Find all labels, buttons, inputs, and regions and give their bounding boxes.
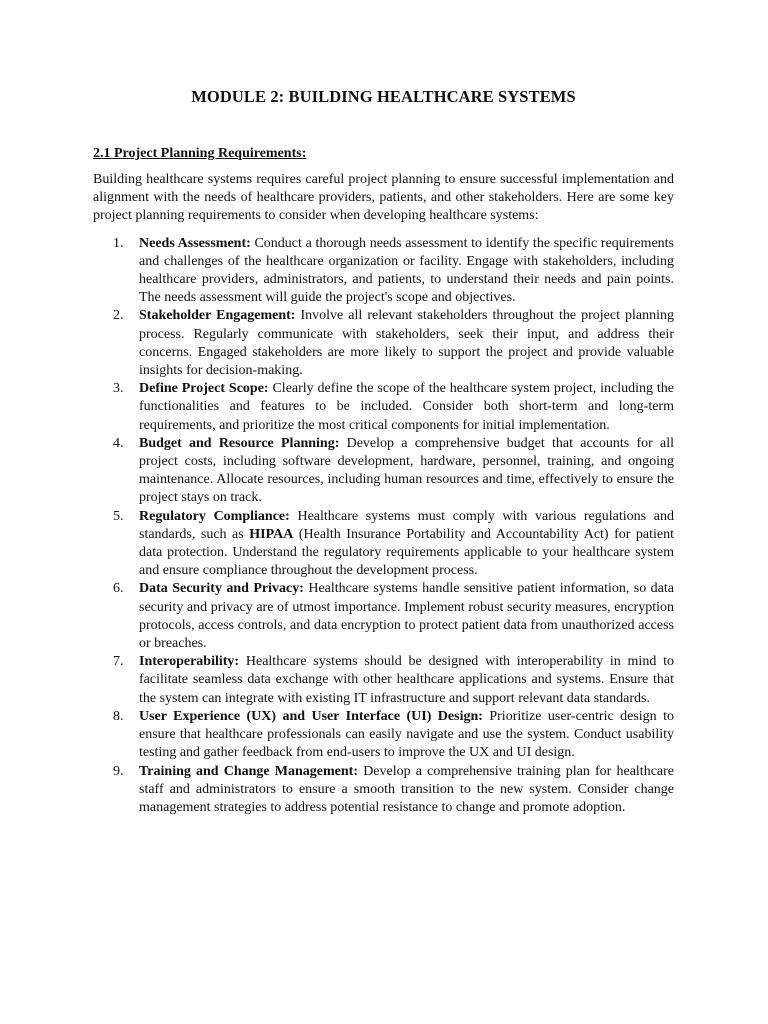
list-item-number: 6. — [113, 581, 124, 597]
intro-paragraph: Building healthcare systems requires careful project planning to ensure successful implementation and alignment with the needs of healthcare providers, patients, and other stakeholders. Here are some key project planning requirements to consider when developing healthcare systems: — [93, 172, 674, 224]
list-item-number: 1. — [113, 235, 124, 251]
hipaa-abbreviation: HIPAA — [249, 526, 294, 542]
list-item-number: 2. — [113, 308, 124, 324]
list-item-regulatory-compliance — [93, 508, 674, 581]
list-item-text-after: (Health Insurance Portability and Accountability Act) for patient data protection. Understand the regulatory requirements applicable to your healthcare system and ensure compliance throughout the development process. — [139, 526, 675, 579]
list-item-number: 5. — [113, 508, 124, 524]
list-item-training-change-management — [93, 763, 674, 818]
list-item-text: Healthcare systems handle sensitive patient information, so data security and privacy are of utmost importance. Implement robust security measures, encryption protocols, access controls, and data encryption to protect patient data from unauthorized access or breaches. — [139, 581, 674, 652]
list-item-define-project-scope — [93, 380, 674, 435]
module-title: MODULE 2: BUILDING HEALTHCARE SYSTEMS — [191, 87, 576, 106]
list-item-text: Conduct a thorough needs assessment to identify the specific requirements and challenges of the healthcare organization or facility. Engage with stakeholders, including healthcare providers, administrators, and patients, to understand their needs and pain points. The needs assessment will guide the project's scope and objectives. — [139, 235, 675, 306]
list-item-number: 9. — [113, 763, 124, 779]
list-item-number: 3. — [113, 381, 124, 397]
list-item-text: Healthcare systems should be designed with interoperability in mind to facilitate seamless data exchange with other healthcare applications and systems. Ensure that the system can integrate with existing IT infrastructure and support relevant data standards. — [139, 654, 675, 706]
list-item-interoperability — [93, 653, 674, 708]
list-item-ux-ui-design — [93, 708, 674, 763]
list-item-number: 4. — [113, 435, 124, 451]
list-item-needs-assessment — [93, 235, 674, 308]
list-item-term: User Experience (UX) and User Interface (UI) Design: — [139, 708, 483, 724]
list-item-text: Prioritize user-centric design to ensure that healthcare professionals can easily navigate and use the system. Conduct usability testing and gather feedback from end-users to improve the UX and UI design. — [139, 708, 674, 761]
section-heading: 2.1 Project Planning Requirements: — [93, 146, 307, 161]
list-item-number: 7. — [113, 654, 124, 670]
list-item-number: 8. — [113, 708, 124, 724]
list-item-text: Develop a comprehensive budget that accounts for all project costs, including software development, hardware, personnel, training, and ongoing maintenance. Allocate resources, including human resources and time, effectively to ensure the project stays on track. — [139, 435, 674, 506]
list-item-term: Regulatory Compliance: — [139, 508, 290, 524]
list-item-term: Interoperability: — [139, 654, 240, 670]
list-item-term: Training and Change Management: — [139, 763, 359, 779]
list-item-data-security-privacy — [93, 580, 674, 653]
list-item-term: Stakeholder Engagement: — [139, 308, 296, 324]
list-item-text: Clearly define the scope of the healthcare system project, including the functionalities and features to be included. Consider both short-term and long-term requirements, and prioritize the most critical components for initial implementation. — [139, 381, 675, 433]
list-item-term: Budget and Resource Planning: — [139, 435, 340, 451]
list-item-term: Define Project Scope: — [139, 381, 269, 397]
list-item-text: Involve all relevant stakeholders throughout the project planning process. Regularly communicate with stakeholders, seek their input, and address their concerns. Engaged stakeholders are more likely to support the project and provide valuable insights for decision-making. — [139, 308, 674, 379]
requirements-list — [93, 235, 674, 818]
list-item-text: Develop a comprehensive training plan for healthcare staff and administrators to ensure a smooth transition to the new system. Consider change management strategies to address potential resistance to change and promote adoption. — [139, 763, 675, 815]
list-item-text-before: Healthcare systems must comply with various regulations and standards, such as — [139, 508, 674, 542]
list-item-term: Needs Assessment: — [139, 235, 251, 251]
list-item-budget-resource-planning — [93, 435, 674, 508]
list-item-stakeholder-engagement — [93, 307, 674, 380]
list-item-term: Data Security and Privacy: — [139, 581, 304, 597]
